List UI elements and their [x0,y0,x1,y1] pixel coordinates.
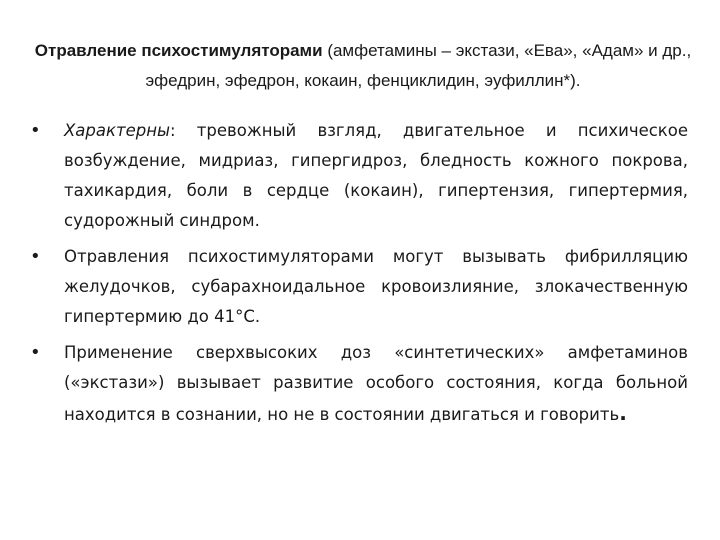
bullet-dot-icon: • [30,246,41,267]
slide-title [28,36,698,96]
bullet-text: Отравления психостимуляторами могут вызывать фибрилляцию желудочков, субарахноидальное кровоизлияние, злокачественную гипертермию до 41°С. [64,247,688,326]
bullet-item-high-doses [28,338,688,430]
title-rest-text: (амфетамины – экстази, «Ева», «Адам» и др., эфедрин, эфедрон, кокаин, фенциклидин, эуфиллин*). [145,41,692,90]
bullet-text: : тревожный взгляд, двигательное и психическое возбуждение, мидриаз, гипергидроз, бледность кожного покрова, тахикардия, боли в сердце (кокаин), гипертензия, гипертермия, судорожный синдром. [64,121,688,230]
bullet-item-symptoms [28,116,688,236]
bullet-list [28,116,688,436]
bullet-item-complications [28,242,688,332]
bullet-dot-icon: • [30,120,41,141]
bullet-end-period: . [619,401,627,425]
bullet-lead-italic: Характерны [64,121,171,140]
title-bold-text: Отравление психостимуляторами [34,41,323,60]
bullet-dot-icon: • [30,342,41,363]
bullet-text: Применение сверхвысоких доз «синтетических» амфетаминов («экстази») вызывает развитие особого состояния, когда больной находится в сознании, но не в состоянии двигаться и говорить [64,343,688,424]
